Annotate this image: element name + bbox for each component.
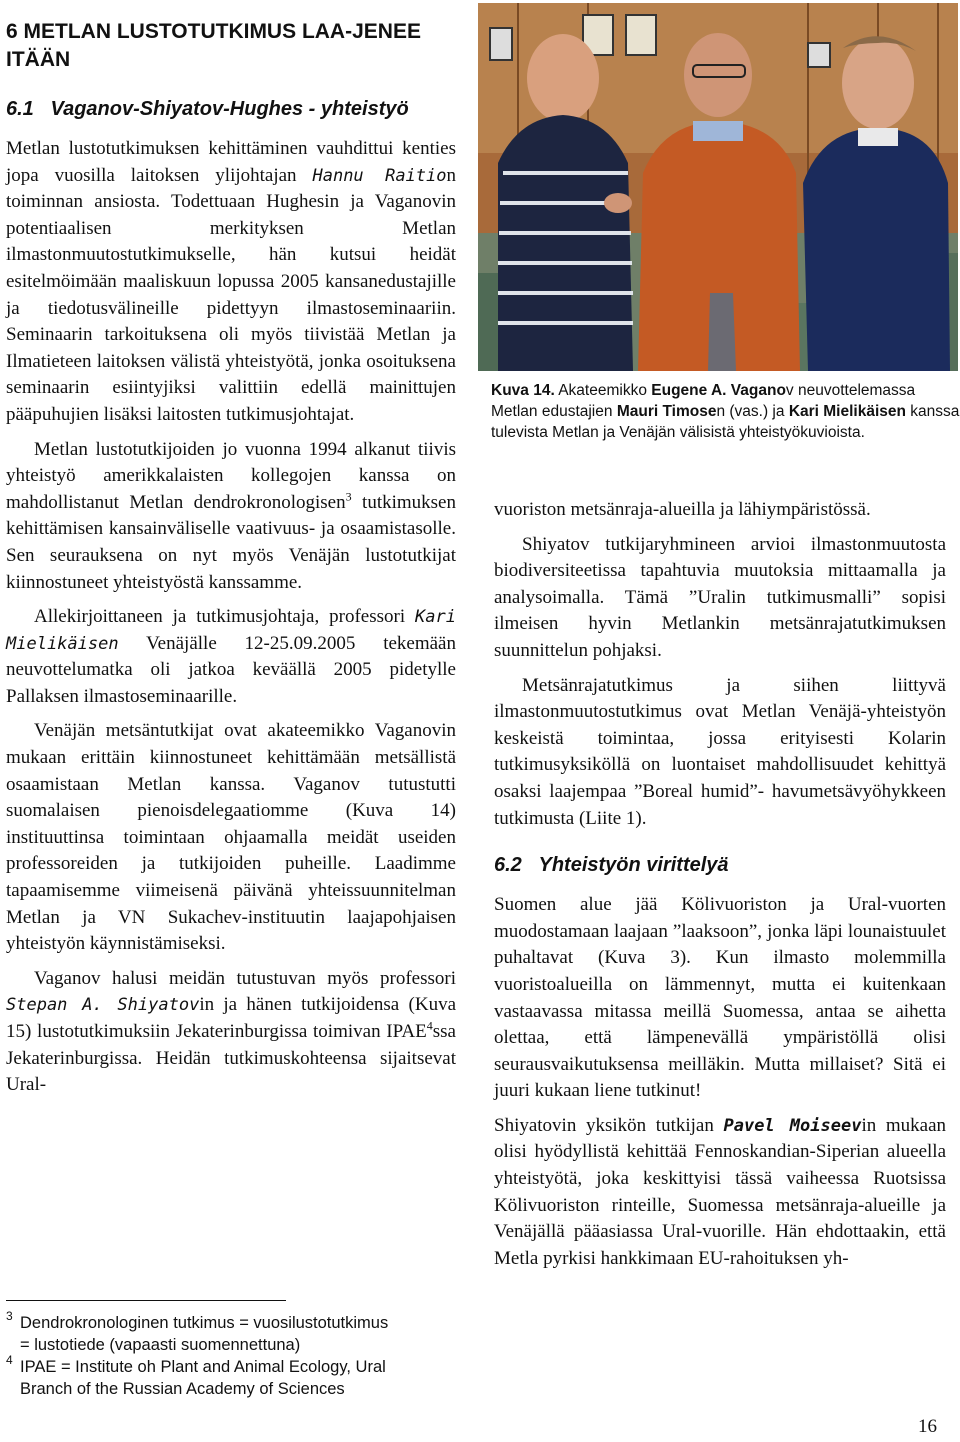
footnote-line: Branch of the Russian Academy of Sciences [20, 1380, 345, 1398]
person-name: Hannu Raitio [312, 165, 447, 186]
chapter-heading: 6 METLAN LUSTOTUTKIMUS LAA-JENEE ITÄÄN [6, 20, 421, 71]
footnote-line: Dendrokronologinen tutkimus = vuosilustotutkimus [20, 1314, 389, 1332]
footnote-rule [6, 1300, 286, 1301]
footnote-line: IPAE = Institute oh Plant and Animal Ecology, Ural [20, 1358, 386, 1376]
person-name: Stepan A. Shiyatov [6, 995, 200, 1016]
paragraph: Vaganov halusi meidän tutustuvan myös professori Stepan A. Shiyatovin ja hänen tutkijoidensa (Kuva 15) lustotutkimuksiin Jekaterinburgissa toimivan IPAE$^4$ssa Jekaterinburgissa. Heidän tutkimuskohteensa sijaitsevat Ural- [6, 967, 456, 1096]
paragraph: Allekirjoittaneen ja tutkimusjohtaja, professori Kari Mielikäisen Venäjälle 12-25.09.2005 tekemään neuvottelumatka oli jatkoa keväällä 2005 pidetylle Pallaksen ilmastoseminaarille. [6, 606, 456, 707]
section-title: Vaganov-Shiyatov-Hughes - yhteistyö [50, 98, 409, 120]
footnote: 3 Dendrokronologinen tutkimus = vuosilustotutkimus = lustotiede (vapaasti suomennettuna) [6, 1312, 466, 1356]
section-number: 6.2 [494, 854, 522, 877]
page-number: 16 [918, 1416, 937, 1437]
person-name: Pavel Moiseev [723, 1115, 862, 1136]
left-column [6, 96, 456, 1099]
section-number: 6.1 [6, 98, 34, 120]
footnote-ref: 3 [345, 489, 352, 504]
person-name: Kari Mielikäisen [6, 607, 456, 654]
photo-three-men [478, 3, 958, 371]
paragraph: Metlan lustotutkimuksen kehittäminen vauhdittui kenties jopa vuosilla laitoksen ylijohtajan Hannu Raition toiminnan ansiosta. Todettuaan Hughesin ja Vaganovin potentiaalisen merkityksen Metlan ilmastonmuutostutkimukselle, hän kutsui heidät esitelmöimään maaliskuun lopussa 2005 kansanedustajille ja tiedotusvälineille pidettyyn ilmastoseminaariin. Seminaarin tarkoituksena oli myös tiivistää Metlan ja Ilmatieteen laitoksen välistä yhteistyötä, jonka osoituksena seminaarin esiintyjiksi valittiin edellä mainittujen pääpuhujien lisäksi laitosten tutkimusjohtajat. [6, 138, 456, 425]
footnote: 4 IPAE = Institute oh Plant and Animal Ecology, Ural Branch of the Russian Academy of Sciences [6, 1356, 466, 1400]
paragraph: Metsänrajatutkimus ja siihen liittyvä ilmastonmuutostutkimus ovat Metlan Venäjä-yhteistyön keskeistä toimintaa, jossa erityisesti Kolarin tutkimusyksiköllä on luontaiset mahdollisuudet kehittyä osaksi laajempaa ”Boreal humid”- havumetsävyöhykkeen tutkimusta (Liite 1). [494, 674, 946, 829]
photo-caption: Kuva 14. Akateemikko Eugene A. Vaganov neuvottelemassa Metlan edustajien Mauri Timosen (vas.) ja Kari Mielikäisen kanssa tulevista Metlan ja Venäjän välisistä yhteistyökuvioista. [491, 382, 960, 441]
paragraph: Shiyatov tutkijaryhmineen arvioi ilmastonmuutosta biodiversiteetissa tapahtuvia muutoksia mittaamalla ja analysoimalla. Tämä ”Uralin tutkimusmalli” sopisi ilmeisen hyvin Metlankin metsänrajatutkimuksen suunnittelun pohjaksi. [494, 533, 946, 661]
paragraph: Metlan lustotutkijoiden jo vuonna 1994 alkanut tiivis yhteistyö amerikkalaisten kollegojen kanssa on mahdollistanut Metlan dendrokronologisen$^3$ tutkimuksen kehittämisen kansainväliselle vaativuus- ja osaamistasolle. Sen seurauksena on nyt myös Venäjän lustotutkijat kiinnostuneet yhteistyöstä kanssamme. [6, 438, 456, 593]
paragraph: Shiyatovin yksikön tutkijan Pavel Moiseevin mukaan olisi hyödyllistä kehittää Fennoskandian-Siperian alueella yhteistyötä, joka keskittyisi tässä vaiheessa Ruotsissa Kölivuoriston rinteille, Suomessa metsänraja-alueille ja Venäjällä pääasiassa Ural-vuorille. Hän ehdottaakin, että Metla pyrkisi hankkimaan EU-rahoituksen yh- [494, 1114, 946, 1269]
paragraph: Suomen alue jää Kölivuoriston ja Ural-vuorten muodostamaan laajaan ”laaksoon”, jonka läpi lounaistuulet puhaltavat (Kuva 3). Kun ilmasto molemmilla vuoristoalueilla on lämmennyt, mutta ei kuitenkaan vastaavassa mitassa meillä Suomessa, antaa se aihetta olettaa, että lämpenevällä ympäristöllä olisi seurausvaikutuksensa meilläkin. Mutta millaiset? Sitä ei juuri kukaan liene tutkinut! [494, 894, 946, 1102]
footnotes [6, 1309, 466, 1400]
section-title: Yhteistyön virittelyä [538, 854, 729, 877]
footnote-line: = lustotiede (vapaasti suomennettuna) [20, 1336, 301, 1354]
paragraph: Venäjän metsäntutkijat ovat akateemikko Vaganovin mukaan erittäin kiinnostuneet kehittämään metsällistä osaamistaan Metlan kanssa. Vaganov tutustutti suomalaisen pienoisdelegaatiomme (Kuva 14) instituuttinsa toimintaan ohjaamalla meidät useiden professoreiden ja tutkijoiden puheille. Laadimme tapaamisemme viimeisenä päivänä yhteissuunnitelman Metlan ja VN Sukachev-instituutin laajapohjaisen yhteistyön käynnistämiseksi. [6, 720, 456, 955]
section-heading-6-2 [494, 852, 946, 878]
footnote-ref: 4 [426, 1018, 433, 1033]
caption-label: Kuva 14. [491, 382, 555, 399]
paragraph: vuoriston metsänraja-alueilla ja lähiympäristössä. [494, 499, 871, 520]
section-heading-6-1 [6, 96, 456, 122]
right-column [494, 497, 946, 1272]
